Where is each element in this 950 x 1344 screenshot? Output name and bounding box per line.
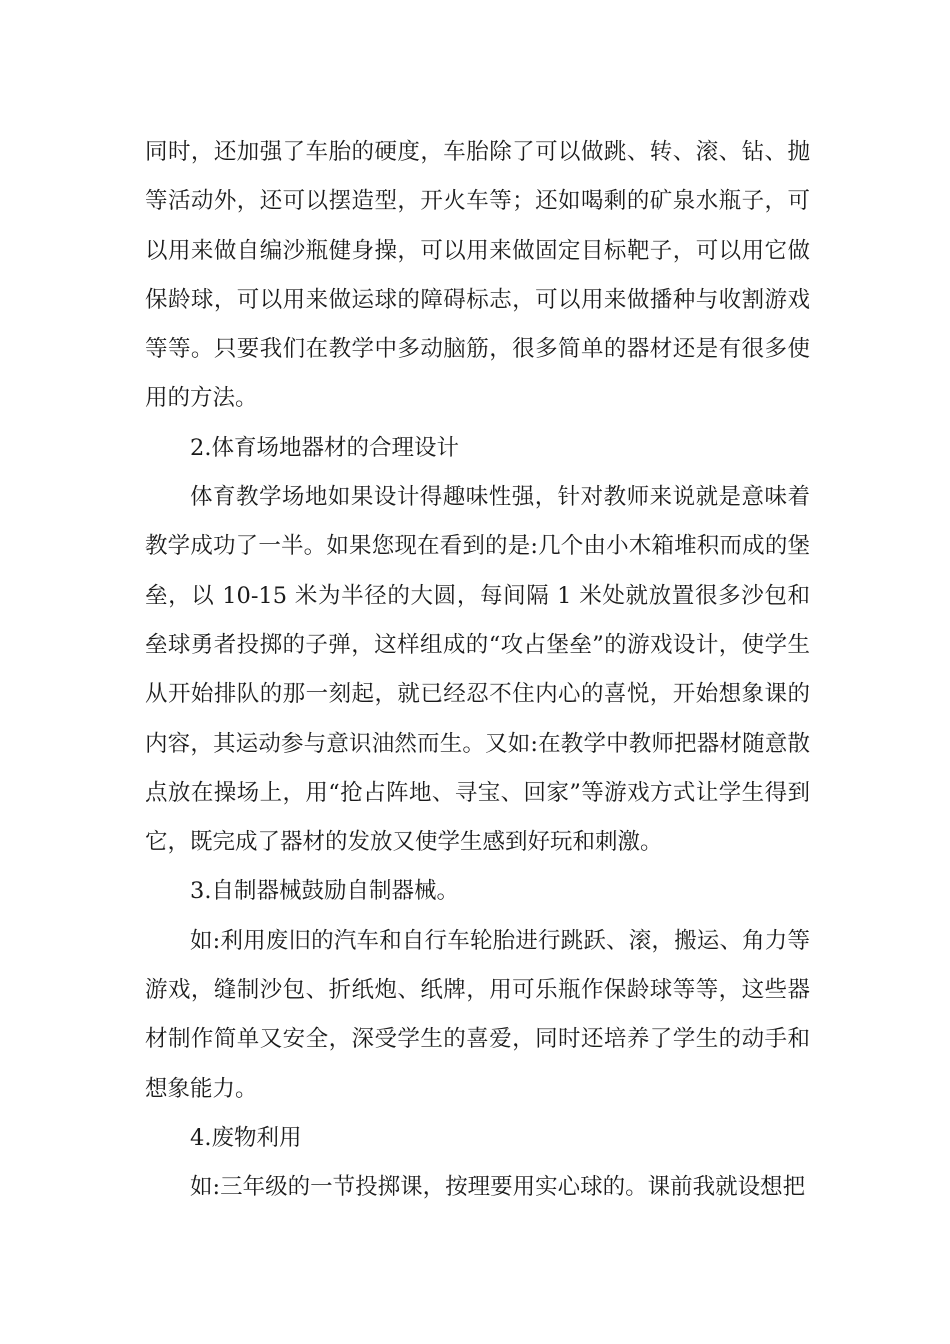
paragraph-continuation: 同时，还加强了车胎的硬度，车胎除了可以做跳、转、滚、钻、抛等活动外，还可以摆造型，开火车等；还如喝剩的矿泉水瓶子，可以用来做自编沙瓶健身操，可以用来做固定目标靶子，可以用它做保龄球，可以用来做运球的障碍标志，可以用来做播种与收割游戏等等。只要我们在教学中多动脑筋，很多简单的器材还是有很多使用的方法。 [145,139,810,412]
section-heading-2: 2.体育场地器材的合理设计 [190,434,459,461]
paragraph-venue-design: 体育教学场地如果设计得趣味性强，针对教师来说就是意味着教学成功了一半。如果您现在看到的是:几个由小木箱堆积而成的堡垒，以 10-15 米为半径的大圆，每间隔 1 米处就放置很多沙包和垒球勇者投掷的子弹，这样组成的“攻占堡垒”的游戏设计，使学生从开始排队的那一刻起，就已经忍不住内心的喜悦，开始想象课的内容，其运动参与意识油然而生。又如:在教学中教师把器材随意散点放在操场上，用“抢占阵地、寻宝、回家”等游戏方式让学生得到它，既完成了器材的发放又使学生感到好玩和刺激。 [145,484,810,856]
section-heading-4: 4.废物利用 [190,1124,302,1151]
section-heading-3: 3.自制器械鼓励自制器械。 [190,878,459,905]
document-body [145,128,810,1213]
paragraph-homemade-equipment: 如:利用废旧的汽车和自行车轮胎进行跳跃、滚，搬运、角力等游戏，缝制沙包、折纸炮、纸牌，用可乐瓶作保龄球等等，这些器材制作简单又安全，深受学生的喜爱，同时还培养了学生的动手和想象能力。 [145,927,810,1102]
paragraph-waste-reuse: 如:三年级的一节投掷课，按理要用实心球的。课前我就设想把 [190,1174,806,1201]
